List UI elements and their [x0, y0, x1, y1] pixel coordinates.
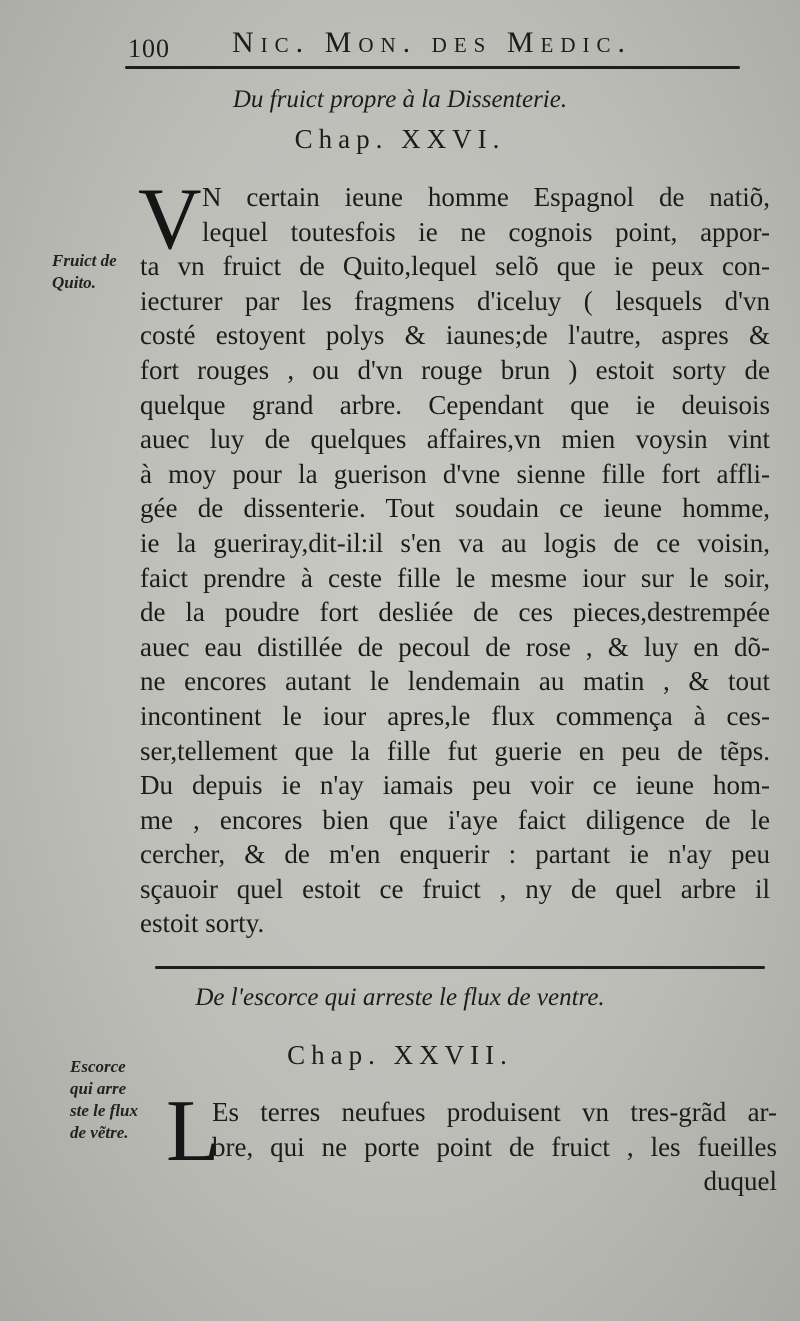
text-line: incontinent le iour apres,le flux commença à ces- [140, 700, 770, 731]
chapter-26-number: Chap. XXVI. [294, 124, 506, 154]
text-line: costé estoyent polys & iaunes;de l'autre, aspres & [140, 320, 770, 351]
text-line: ta vn fruict de Quito,lequel selõ que ie peux con- [140, 251, 770, 282]
text-line: bre, qui ne porte point de fruict , les fueilles [212, 1131, 777, 1162]
drop-cap-l: L [166, 1083, 220, 1180]
text-line: faict prendre à ceste fille le mesme iour sur le soir, [140, 562, 770, 593]
text-line: cercher, & de m'en enquerir : partant ie n'ay peu [140, 839, 770, 870]
margin-note-line: qui arre [70, 1079, 127, 1098]
margin-note-line: Fruict de [52, 251, 117, 270]
chapter-26-body [140, 180, 770, 941]
text-line: auec luy de quelques affaires,vn mien voysin vint [140, 424, 770, 455]
chapter-27-body [212, 1095, 777, 1199]
text-line: ne encores autant le lendemain au matin , & tout [140, 666, 770, 697]
chapter-27-title: De l'escorce qui arreste le flux de ventre. [195, 984, 605, 1011]
margin-note-fruict-de-quito [52, 250, 117, 294]
text-line: N certain ieune homme Espagnol de natiõ, [202, 182, 770, 212]
text-line: de la poudre fort desliée de ces pieces,destrempée [140, 597, 770, 628]
text-line: estoit sorty. [140, 908, 265, 939]
text-line: auec eau distillée de pecoul de rose , & luy en dõ- [140, 631, 770, 662]
margin-note-line: de vẽtre. [70, 1123, 129, 1142]
text-line: iecturer par les fragmens d'iceluy ( lesquels d'vn [140, 285, 770, 316]
text-line: fort rouges , ou d'vn rouge brun ) estoit sorty de [140, 354, 770, 385]
page-number: 100 [128, 34, 170, 63]
catchword: duquel [703, 1166, 777, 1197]
running-title: Nic. Mon. des Medic. [232, 26, 633, 59]
running-head [0, 14, 800, 63]
margin-note-line: Escorce [70, 1057, 126, 1076]
text-line: sçauoir quel estoit ce fruict , ny de quel arbre il [140, 873, 770, 904]
text-line: ie la gueriray,dit-il:il s'en va au logis de ce voisin, [140, 527, 770, 558]
text-line: quelque grand arbre. Cependant que ie deuisois [140, 389, 770, 420]
chapter-26-title: Du fruict propre à la Dissenterie. [232, 86, 568, 113]
margin-note-line: Quito. [52, 273, 96, 292]
section-rule [155, 966, 765, 969]
text-line: ser,tellement que la fille fut guerie en peu de tẽps. [140, 735, 770, 766]
text-line: à moy pour la guerison d'vne sienne fille fort affli- [140, 458, 770, 489]
text-line: lequel toutesfois ie ne cognois point, appor- [202, 216, 770, 247]
margin-note-line: ste le flux [70, 1101, 138, 1120]
header-rule [125, 66, 740, 69]
chapter-27-number: Chap. XXVII. [287, 1040, 513, 1070]
text-line: Du depuis ie n'ay iamais peu voir ce ieune hom- [140, 770, 770, 801]
text-line: Es terres neufues produisent vn tres-grãd ar- [212, 1097, 777, 1127]
drop-cap-v: V [138, 171, 202, 268]
text-line: me , encores bien que i'aye faict diligence de le [140, 804, 770, 835]
margin-note-escorce [70, 1056, 138, 1144]
text-line: gée de dissenterie. Tout soudain ce ieune homme, [140, 493, 770, 524]
